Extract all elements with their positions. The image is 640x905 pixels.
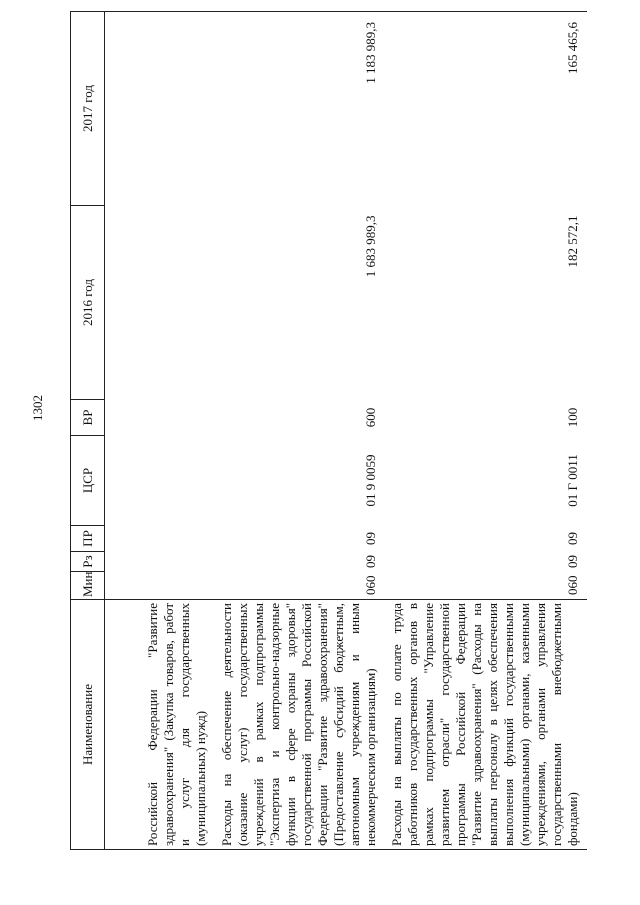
row-pr: 09 [564, 532, 580, 545]
row-min: 060 [362, 575, 378, 595]
row-2016: 182 572,1 [564, 215, 580, 268]
row-min [105, 572, 215, 600]
table-row [105, 12, 215, 850]
row-vr: 600 [362, 407, 378, 428]
rotated-page-content [70, 12, 635, 850]
row-name: Расходы на выплаты по оплате труда работников государственных органов в рамках подпрограммы "Управление развитием отрасли" государственной программы Российской Федерации "Развитие здравоохранения" (Расходы на выплаты персоналу в целях обеспечения выполнения функций государственными (муниципальными) органами, казенными учреждениями, органами управления государственными внебюджетными фондами) [385, 600, 587, 850]
row-csr [105, 436, 215, 526]
row-pr: 09 [362, 532, 378, 545]
row-pr [105, 526, 215, 552]
header-pr: ПР [71, 526, 105, 552]
header-rz: Рз [71, 552, 105, 572]
row-2017: 1 183 989,3 [215, 12, 385, 206]
table-row [215, 12, 385, 850]
header-name: Наименование [71, 600, 105, 850]
row-name: Российской Федерации "Развитие здравоохранения" (Закупка товаров, работ и услуг для государственных (муниципальных) нужд) [105, 600, 215, 850]
row-csr: 01 9 0059 [362, 454, 378, 507]
table-header-row [71, 12, 105, 850]
row-rz: 09 [362, 555, 378, 568]
row-vr: 100 [564, 407, 580, 428]
header-2016: 2016 год [71, 206, 105, 400]
row-min: 060 [564, 575, 580, 595]
header-vr: ВР [71, 400, 105, 436]
row-name: Расходы на обеспечение деятельности (оказание услуг) государственных учреждений в рамках подпрограммы "Экспертиза и контрольно-надзорные функции в сфере охраны здоровья" государственной программы Российской Федерации "Развитие здравоохранения" (Предоставление субсидий бюджетным, автономным учреждениям и иным некоммерческим организациям) [215, 600, 385, 850]
row-2016 [105, 206, 215, 400]
table-row [385, 12, 587, 850]
row-2017 [105, 12, 215, 206]
row-2016: 1 683 989,3 [362, 215, 378, 278]
row-rz [105, 552, 215, 572]
header-2017: 2017 год [71, 12, 105, 206]
row-vr [105, 400, 215, 436]
row-rz: 09 [564, 555, 580, 568]
row-csr: 01 Г 0011 [564, 454, 580, 507]
page-number: 1302 [30, 395, 45, 421]
header-min: Мин [71, 572, 105, 600]
header-csr: ЦСР [71, 436, 105, 526]
row-2017: 165 465,6 [385, 12, 587, 206]
budget-table [70, 11, 587, 850]
